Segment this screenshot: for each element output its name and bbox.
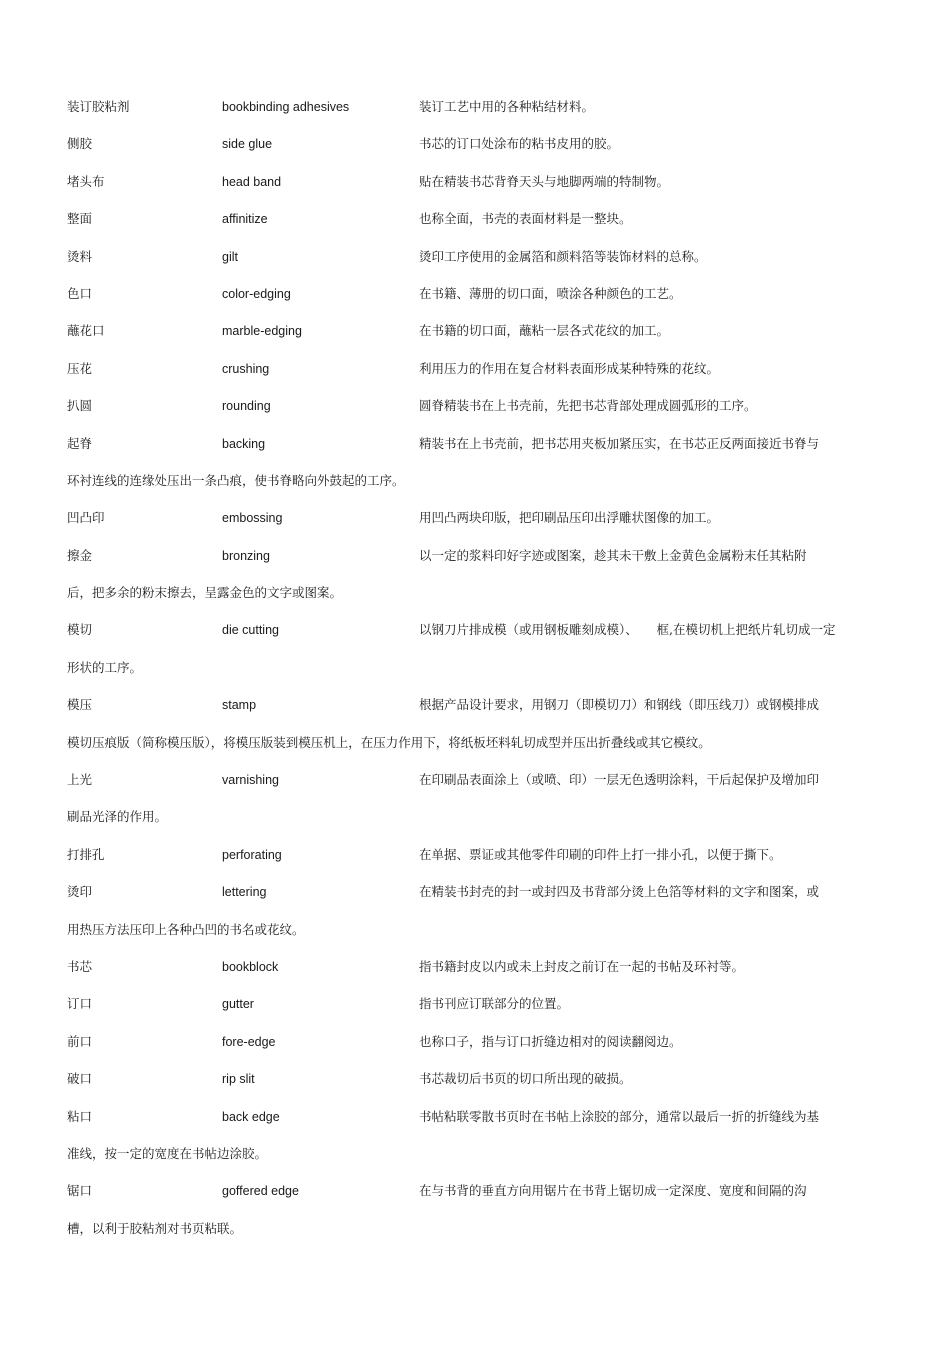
term-definition: 书帖粘联零散书页时在书帖上涂胶的部分，通常以最后一折的折缝线为基 bbox=[419, 1108, 820, 1124]
glossary-entry bbox=[67, 1180, 877, 1217]
term-english: fore-edge bbox=[222, 1034, 276, 1049]
glossary-entry bbox=[67, 545, 877, 582]
term-definition: 在精装书封壳的封一或封四及书背部分烫上色箔等材料的文字和图案，或 bbox=[419, 884, 820, 900]
term-definition: 书芯的订口处涂布的粘书皮用的胶。 bbox=[419, 136, 620, 152]
definition-continuation-text: 形状的工序。 bbox=[67, 659, 143, 675]
term-english: bronzing bbox=[222, 548, 270, 563]
definition-continuation-text: 环衬连线的连缘处压出一条凸痕，使书脊略向外鼓起的工序。 bbox=[67, 472, 405, 488]
term-chinese: 订口 bbox=[67, 996, 93, 1012]
term-english: back edge bbox=[222, 1109, 280, 1124]
term-chinese: 堵头布 bbox=[67, 173, 105, 189]
glossary-entry bbox=[67, 993, 877, 1030]
term-chinese: 锯口 bbox=[67, 1183, 93, 1199]
definition-continuation-text: 后，把多余的粉末擦去，呈露金色的文字或图案。 bbox=[67, 585, 343, 601]
term-definition: 指书籍封皮以内或未上封皮之前订在一起的书帖及环衬等。 bbox=[419, 958, 745, 974]
term-definition: 在书籍的切口面，蘸粘一层各式花纹的加工。 bbox=[419, 323, 670, 339]
glossary-entry bbox=[67, 844, 877, 881]
definition-continuation-line bbox=[67, 732, 877, 769]
term-chinese: 前口 bbox=[67, 1033, 93, 1049]
term-definition: 根据产品设计要求，用钢刀（即模切刀）和钢线（即压线刀）或钢模排成 bbox=[419, 697, 820, 713]
glossary-entry bbox=[67, 1106, 877, 1143]
term-english: color-edging bbox=[222, 286, 291, 301]
term-english: head band bbox=[222, 174, 282, 189]
definition-continuation-line bbox=[67, 919, 877, 956]
term-english: embossing bbox=[222, 511, 283, 526]
term-definition: 在书籍、薄册的切口面，喷涂各种颜色的工艺。 bbox=[419, 285, 682, 301]
term-chinese: 色口 bbox=[67, 285, 93, 301]
term-chinese: 模压 bbox=[67, 697, 93, 713]
term-english: varnishing bbox=[222, 773, 279, 788]
term-chinese: 蘸花口 bbox=[67, 323, 105, 339]
term-chinese: 扒圆 bbox=[67, 398, 93, 414]
term-chinese: 烫料 bbox=[67, 248, 93, 264]
term-english: goffered edge bbox=[222, 1184, 299, 1199]
glossary-entry bbox=[67, 619, 877, 656]
glossary-entry bbox=[67, 171, 877, 208]
glossary-list bbox=[67, 96, 877, 1255]
glossary-entry bbox=[67, 246, 877, 283]
term-english: die cutting bbox=[222, 623, 279, 638]
definition-continuation-line bbox=[67, 1143, 877, 1180]
glossary-entry bbox=[67, 358, 877, 395]
term-definition: 利用压力的作用在复合材料表面形成某种特殊的花纹。 bbox=[419, 360, 720, 376]
definition-continuation-text: 刷品光泽的作用。 bbox=[67, 809, 168, 825]
term-chinese: 书芯 bbox=[67, 958, 93, 974]
term-english: backing bbox=[222, 436, 266, 451]
glossary-entry bbox=[67, 133, 877, 170]
term-definition: 也称口子，指与订口折缝边相对的阅读翻阅边。 bbox=[419, 1033, 682, 1049]
term-chinese: 粘口 bbox=[67, 1108, 93, 1124]
glossary-entry bbox=[67, 1068, 877, 1105]
glossary-entry bbox=[67, 881, 877, 918]
term-chinese: 凹凸印 bbox=[67, 510, 105, 526]
term-definition: 装订工艺中用的各种粘结材料。 bbox=[419, 99, 595, 114]
term-chinese: 起脊 bbox=[67, 435, 93, 451]
definition-continuation-line bbox=[67, 806, 877, 843]
term-chinese: 模切 bbox=[67, 622, 93, 638]
glossary-entry bbox=[67, 283, 877, 320]
term-definition: 书芯裁切后书页的切口所出现的破损。 bbox=[419, 1071, 632, 1087]
term-definition: 以钢刀片排成模（或用钢板雕刻成模）、 框,在模切机上把纸片轧切成一定 bbox=[419, 622, 836, 638]
term-chinese: 破口 bbox=[67, 1071, 93, 1087]
term-definition: 用凹凸两块印版，把印刷品压印出浮雕状图像的加工。 bbox=[419, 510, 720, 526]
term-chinese: 整面 bbox=[67, 211, 93, 227]
term-definition: 精装书在上书壳前，把书芯用夹板加紧压实，在书芯正反两面接近书脊与 bbox=[419, 435, 820, 451]
glossary-entry bbox=[67, 433, 877, 470]
term-definition: 指书刊应订联部分的位置。 bbox=[419, 996, 570, 1012]
term-definition: 圆脊精装书在上书壳前，先把书芯背部处理成圆弧形的工序。 bbox=[419, 398, 757, 414]
term-english: gutter bbox=[222, 997, 254, 1012]
glossary-entry bbox=[67, 395, 877, 432]
term-definition: 在单据、票证或其他零件印刷的印件上打一排小孔，以便于撕下。 bbox=[419, 846, 782, 862]
definition-continuation-text: 模切压痕版（简称模压版），将模压版装到模压机上，在压力作用下，将纸板坯料轧切成型并压出折叠线或其它模纹。 bbox=[67, 734, 711, 750]
term-english: gilt bbox=[222, 249, 238, 264]
term-chinese: 装订胶粘剂 bbox=[67, 99, 130, 114]
term-english: rip slit bbox=[222, 1072, 255, 1087]
term-definition: 在与书背的垂直方向用锯片在书背上锯切成一定深度、宽度和间隔的沟 bbox=[419, 1183, 807, 1199]
term-english: bookblock bbox=[222, 959, 279, 974]
glossary-entry bbox=[67, 1031, 877, 1068]
glossary-entry bbox=[67, 956, 877, 993]
term-definition: 也称全面，书壳的表面材料是一整块。 bbox=[419, 211, 632, 227]
glossary-entry bbox=[67, 694, 877, 731]
term-english: marble-edging bbox=[222, 324, 302, 339]
term-definition: 在印刷品表面涂上（或喷、印）一层无色透明涂料，干后起保护及增加印 bbox=[419, 772, 820, 788]
glossary-entry bbox=[67, 96, 877, 133]
definition-continuation-line bbox=[67, 470, 877, 507]
definition-continuation-line bbox=[67, 582, 877, 619]
definition-continuation-text: 槽，以利于胶粘剂对书页粘联。 bbox=[67, 1220, 243, 1236]
glossary-entry bbox=[67, 769, 877, 806]
term-chinese: 烫印 bbox=[67, 884, 93, 900]
glossary-entry bbox=[67, 320, 877, 357]
term-chinese: 打排孔 bbox=[67, 846, 105, 862]
definition-continuation-line bbox=[67, 1218, 877, 1255]
definition-continuation-line bbox=[67, 657, 877, 694]
term-english: crushing bbox=[222, 361, 270, 376]
term-english: perforating bbox=[222, 847, 282, 862]
term-english: bookbinding adhesives bbox=[222, 100, 350, 114]
term-english: rounding bbox=[222, 399, 271, 414]
term-english: stamp bbox=[222, 698, 257, 713]
term-chinese: 压花 bbox=[67, 360, 93, 376]
definition-continuation-text: 用热压方法压印上各种凸凹的书名或花纹。 bbox=[67, 921, 305, 937]
glossary-entry bbox=[67, 507, 877, 544]
term-definition: 以一定的浆料印好字迹或图案，趁其未干敷上金黄色金属粉末任其粘附 bbox=[419, 547, 807, 563]
term-english: affinitize bbox=[222, 212, 268, 227]
term-english: side glue bbox=[222, 137, 273, 152]
term-chinese: 擦金 bbox=[67, 547, 93, 563]
term-chinese: 上光 bbox=[67, 772, 93, 788]
term-definition: 贴在精装书芯背脊天头与地脚两端的特制物。 bbox=[419, 173, 670, 189]
glossary-entry bbox=[67, 208, 877, 245]
term-chinese: 侧胶 bbox=[67, 136, 93, 152]
term-definition: 烫印工序使用的金属箔和颜料箔等装饰材料的总称。 bbox=[419, 248, 707, 264]
definition-continuation-text: 准线，按一定的宽度在书帖边涂胶。 bbox=[67, 1145, 268, 1161]
term-english: lettering bbox=[222, 885, 267, 900]
